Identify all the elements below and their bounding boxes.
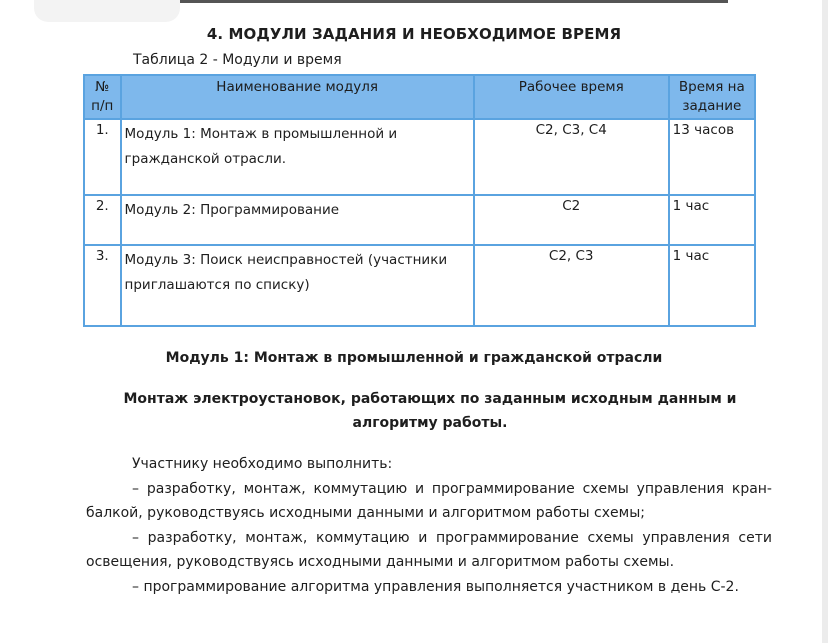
table-row (84, 245, 755, 326)
row-num: 2. (84, 195, 121, 245)
modules-table (83, 74, 756, 327)
table-header-row (84, 75, 755, 119)
page-top-rule (180, 0, 728, 3)
paragraph-lighting: – разработку, монтаж, коммутацию и программирование схемы управления сети освещения, руководствуясь исходными данными и алгоритмом работы схемы. (86, 529, 772, 570)
row-task-time: 1 час (669, 245, 755, 326)
paragraph-programming: – программирование алгоритма управления выполняется участником в день С-2. (132, 578, 739, 595)
section-title: 4. МОДУЛИ ЗАДАНИЯ И НЕОБХОДИМОЕ ВРЕМЯ (206, 25, 622, 43)
header-name: Наименование модуля (121, 75, 474, 119)
paragraph-intro: Участнику необходимо выполнить: (132, 456, 393, 472)
row-module-name: Модуль 1: Монтаж в промышленной и гражданской отрасли. (121, 119, 474, 195)
photo-corner-shadow (34, 0, 180, 22)
page-edge (822, 0, 828, 643)
table-caption: Таблица 2 - Модули и время (133, 52, 342, 68)
row-num: 3. (84, 245, 121, 326)
table-row (84, 119, 755, 195)
row-module-name: Модуль 3: Поиск неисправностей (участники приглашаются по списку) (121, 245, 474, 326)
paragraph-crane: – разработку, монтаж, коммутацию и программирование схемы управления кран-балкой, руководствуясь исходными данными и алгоритмом работы схемы; (86, 480, 772, 521)
row-module-name: Модуль 2: Программирование (121, 195, 474, 245)
module-heading: Модуль 1: Монтаж в промышленной и гражданской отрасли (165, 350, 663, 366)
row-work-time: С2 (474, 195, 669, 245)
header-task-time: Время на задание (669, 75, 755, 119)
module-description (86, 452, 772, 599)
row-num: 1. (84, 119, 121, 195)
header-num: № п/п (84, 75, 121, 119)
row-work-time: С2, С3 (474, 245, 669, 326)
row-work-time: С2, С3, С4 (474, 119, 669, 195)
table-row (84, 195, 755, 245)
module-subheading: Монтаж электроустановок, работающих по заданным исходным данным и алгоритму работы. (123, 391, 737, 431)
header-work-time: Рабочее время (474, 75, 669, 119)
row-task-time: 13 часов (669, 119, 755, 195)
row-task-time: 1 час (669, 195, 755, 245)
